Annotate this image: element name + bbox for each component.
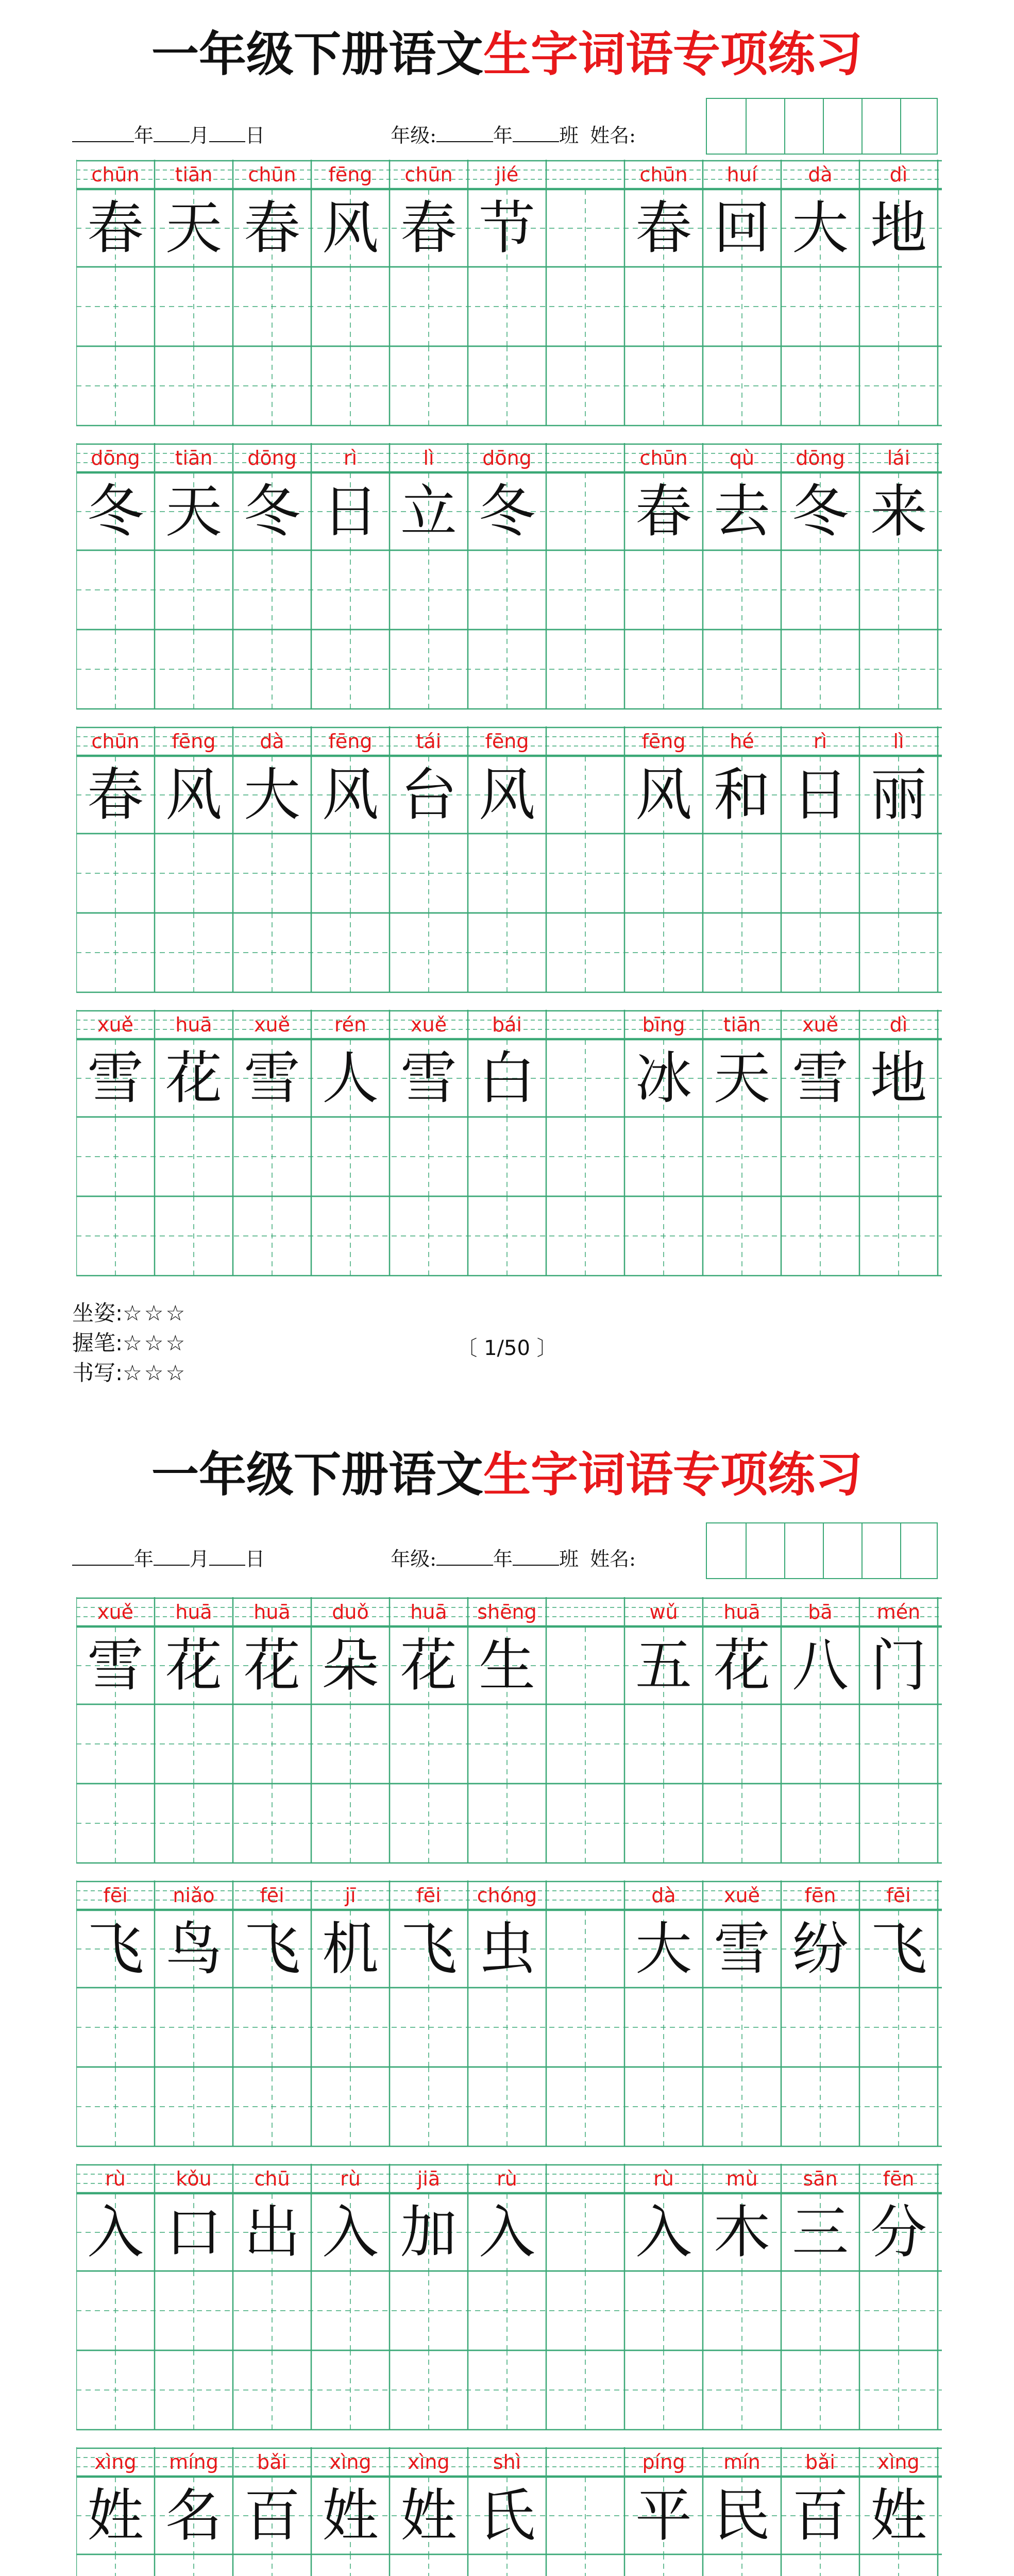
practice-block [76, 160, 942, 433]
pinyin-row [76, 2164, 942, 2194]
pinyin-row [76, 1597, 942, 1627]
pinyin-row [76, 160, 942, 190]
pinyin: dōng [91, 447, 140, 469]
pinyin: lì [423, 447, 434, 469]
hanzi: 姓 [870, 2483, 927, 2549]
hanzi: 雪 [792, 1045, 849, 1111]
pinyin [546, 1880, 624, 1910]
hanzi: 春 [87, 195, 144, 261]
hanzi: 风 [165, 762, 222, 828]
hanzi: 氏 [479, 2483, 535, 2549]
hanzi: 飞 [870, 1916, 927, 1982]
pinyin: dì [889, 1013, 908, 1036]
class-blank[interactable] [513, 124, 559, 142]
pinyin: míng [169, 2451, 218, 2473]
class-blank[interactable] [513, 1547, 559, 1566]
hanzi [546, 1627, 624, 1704]
hanzi: 冬 [244, 479, 300, 545]
pinyin: rù [653, 2167, 674, 2190]
pinyin: fēn [883, 2167, 915, 2190]
hanzi: 雪 [87, 1045, 144, 1111]
page-number: 〔 1/50 〕 [457, 1336, 557, 1360]
pinyin: chūn [248, 163, 296, 186]
hanzi: 五 [635, 1633, 692, 1699]
pinyin: xuě [724, 1884, 760, 1907]
pinyin: chóng [477, 1884, 537, 1907]
hanzi: 三 [792, 2199, 849, 2265]
hanzi: 风 [322, 195, 379, 261]
hanzi: 雪 [400, 1045, 457, 1111]
pinyin: fēng [328, 163, 373, 186]
pinyin: rù [105, 2167, 126, 2190]
hanzi: 花 [400, 1633, 457, 1699]
hanzi: 鸟 [165, 1916, 222, 1982]
hanzi: 大 [244, 762, 300, 828]
hanzi: 日 [792, 762, 849, 828]
practice-block [76, 443, 942, 716]
hanzi: 节 [479, 195, 535, 261]
hanzi: 分 [870, 2199, 927, 2265]
student-info-line: 年 月 日 年级: 年 班 姓名: [72, 1543, 636, 1571]
pinyin: fēi [886, 1884, 911, 1907]
hanzi: 姓 [322, 2483, 379, 2549]
pinyin: fēng [172, 730, 216, 753]
pinyin-row [76, 726, 942, 756]
pinyin: duǒ [332, 1601, 369, 1623]
grade-blank[interactable] [436, 1547, 493, 1566]
hanzi: 名 [165, 2483, 222, 2549]
hanzi: 来 [870, 479, 927, 545]
pinyin: chūn [404, 163, 453, 186]
pinyin: tiān [175, 163, 213, 186]
hanzi: 冬 [479, 479, 535, 545]
hanzi: 花 [244, 1633, 300, 1699]
pinyin: chū [254, 2167, 290, 2190]
character-row [76, 1040, 942, 1117]
pinyin: mín [723, 2451, 760, 2473]
hanzi: 大 [792, 195, 849, 261]
sit-stars[interactable]: ☆☆☆ [123, 1300, 188, 1326]
pinyin: chūn [639, 163, 688, 186]
pinyin: xuě [802, 1013, 838, 1036]
hanzi: 春 [635, 195, 692, 261]
character-row [76, 2194, 942, 2271]
pinyin: jī [345, 1884, 356, 1907]
hanzi: 生 [479, 1633, 535, 1699]
hanzi: 白 [479, 1045, 535, 1111]
pinyin [546, 1010, 624, 1040]
hanzi [546, 473, 624, 550]
pinyin: huā [723, 1601, 760, 1623]
page-title: 一年级下册语文生字词语专项练习 [151, 1447, 863, 1502]
practice-block [76, 2447, 942, 2576]
hanzi: 花 [165, 1045, 222, 1111]
hanzi: 冰 [635, 1045, 692, 1111]
pinyin [546, 2447, 624, 2477]
hanzi: 春 [635, 479, 692, 545]
pinyin: dōng [482, 447, 532, 469]
hanzi: 花 [714, 1633, 770, 1699]
pinyin: rì [343, 447, 358, 469]
pinyin: huā [254, 1601, 291, 1623]
hanzi: 人 [322, 1045, 379, 1111]
hanzi: 台 [400, 762, 457, 828]
pinyin [546, 2164, 624, 2194]
hanzi: 出 [244, 2199, 300, 2265]
hanzi: 和 [714, 762, 770, 828]
hanzi: 立 [400, 479, 457, 545]
pinyin: kǒu [176, 2167, 212, 2190]
hanzi: 雪 [714, 1916, 770, 1982]
pinyin: xuě [97, 1601, 133, 1623]
pinyin: rén [334, 1013, 367, 1036]
pinyin: xìng [408, 2451, 450, 2473]
hanzi: 八 [792, 1633, 849, 1699]
pinyin: dōng [247, 447, 297, 469]
character-row [76, 756, 942, 834]
pinyin: huí [726, 163, 757, 186]
pinyin: huā [175, 1601, 212, 1623]
pinyin: wǔ [649, 1601, 678, 1623]
hanzi: 飞 [400, 1916, 457, 1982]
pinyin: huā [410, 1601, 447, 1623]
hanzi: 平 [635, 2483, 692, 2549]
hanzi [546, 756, 624, 834]
pinyin: lì [893, 730, 904, 753]
hanzi: 春 [244, 195, 300, 261]
practice-block [76, 1880, 942, 2154]
character-row [76, 2477, 942, 2554]
hanzi: 朵 [322, 1633, 379, 1699]
hanzi: 雪 [87, 1633, 144, 1699]
pinyin: dà [260, 730, 284, 753]
pinyin-row [76, 1880, 942, 1910]
hanzi: 丽 [870, 762, 927, 828]
pinyin: dōng [796, 447, 845, 469]
hanzi: 天 [165, 479, 222, 545]
hanzi: 日 [322, 479, 379, 545]
hanzi: 纷 [792, 1916, 849, 1982]
hanzi: 风 [322, 762, 379, 828]
month-blank[interactable] [154, 1547, 190, 1566]
hanzi [546, 1040, 624, 1117]
page-title: 一年级下册语文生字词语专项练习 [151, 27, 863, 82]
pinyin: rù [497, 2167, 517, 2190]
pinyin: jiā [417, 2167, 441, 2190]
grade-blank[interactable] [436, 124, 493, 142]
pinyin: shì [493, 2451, 521, 2473]
hanzi: 去 [714, 479, 770, 545]
pinyin: fēi [260, 1884, 284, 1907]
hanzi [546, 190, 624, 267]
hold-stars[interactable]: ☆☆☆ [123, 1330, 188, 1355]
pinyin: huā [175, 1013, 212, 1036]
hanzi [546, 2477, 624, 2554]
hanzi: 加 [400, 2199, 457, 2265]
hanzi [546, 1910, 624, 1988]
hanzi: 回 [714, 195, 770, 261]
hanzi: 花 [165, 1633, 222, 1699]
pinyin: rì [813, 730, 827, 753]
hanzi: 入 [635, 2199, 692, 2265]
practice-block [76, 2164, 942, 2437]
pinyin [546, 443, 624, 473]
pinyin: qù [729, 447, 755, 469]
pinyin: mén [876, 1601, 921, 1623]
character-row [76, 1910, 942, 1988]
day-blank[interactable] [209, 124, 245, 142]
hanzi: 百 [244, 2483, 300, 2549]
pinyin: niǎo [173, 1884, 215, 1907]
hanzi: 入 [322, 2199, 379, 2265]
pinyin: xuě [254, 1013, 290, 1036]
pinyin: xuě [411, 1013, 447, 1036]
pinyin: dì [889, 163, 908, 186]
pinyin: shēng [477, 1601, 537, 1623]
pinyin: tiān [175, 447, 213, 469]
hanzi: 入 [87, 2199, 144, 2265]
hanzi: 春 [400, 195, 457, 261]
pinyin: píng [642, 2451, 685, 2473]
name-writing-box[interactable] [706, 98, 938, 155]
practice-block [76, 726, 942, 999]
hanzi: 天 [165, 195, 222, 261]
pinyin: xìng [94, 2451, 137, 2473]
pinyin [546, 726, 624, 756]
student-info-line: 年 月 日 年级: 年 班 姓名: [72, 120, 636, 148]
practice-block [76, 1597, 942, 1870]
pinyin: dà [808, 163, 833, 186]
month-blank[interactable] [154, 124, 190, 142]
hanzi [546, 2194, 624, 2271]
hanzi: 民 [714, 2483, 770, 2549]
pinyin: xìng [329, 2451, 371, 2473]
pinyin: bā [808, 1601, 833, 1623]
hanzi: 风 [479, 762, 535, 828]
pinyin: fēng [328, 730, 373, 753]
pinyin: mù [726, 2167, 758, 2190]
practice-block [76, 1010, 942, 1283]
pinyin: tái [416, 730, 442, 753]
year-blank[interactable] [72, 1547, 134, 1566]
character-row [76, 1627, 942, 1704]
pinyin: tiān [723, 1013, 761, 1036]
pinyin-row [76, 443, 942, 473]
write-stars[interactable]: ☆☆☆ [123, 1360, 188, 1385]
pinyin: chūn [91, 730, 140, 753]
evaluation: 坐姿:☆☆☆ 握笔:☆☆☆ 书写:☆☆☆ [72, 1300, 188, 1385]
pinyin: fēng [485, 730, 529, 753]
day-blank[interactable] [209, 1547, 245, 1566]
pinyin [546, 160, 624, 190]
hanzi: 风 [635, 762, 692, 828]
pinyin: bǎi [257, 2451, 287, 2473]
hanzi: 天 [714, 1045, 770, 1111]
pinyin: fēi [103, 1884, 128, 1907]
hanzi: 姓 [400, 2483, 457, 2549]
hanzi: 冬 [87, 479, 144, 545]
hanzi: 春 [87, 762, 144, 828]
pinyin-row [76, 2447, 942, 2477]
pinyin: chūn [639, 447, 688, 469]
character-row [76, 190, 942, 267]
hanzi: 口 [165, 2199, 222, 2265]
character-row [76, 473, 942, 550]
hanzi: 姓 [87, 2483, 144, 2549]
pinyin: rù [340, 2167, 361, 2190]
pinyin: xìng [877, 2451, 920, 2473]
pinyin: sān [803, 2167, 838, 2190]
hanzi: 地 [870, 1045, 927, 1111]
pinyin: hé [730, 730, 754, 753]
pinyin: jié [495, 163, 519, 186]
pinyin: fēi [416, 1884, 441, 1907]
year-blank[interactable] [72, 124, 134, 142]
pinyin: dà [651, 1884, 676, 1907]
pinyin: bīng [642, 1013, 685, 1036]
hanzi: 大 [635, 1916, 692, 1982]
hanzi: 百 [792, 2483, 849, 2549]
hanzi: 冬 [792, 479, 849, 545]
pinyin: fēn [804, 1884, 836, 1907]
pinyin: xuě [97, 1013, 133, 1036]
hanzi: 飞 [244, 1916, 300, 1982]
hanzi: 虫 [479, 1916, 535, 1982]
pinyin: bǎi [805, 2451, 835, 2473]
pinyin [546, 1597, 624, 1627]
worksheet-page-2 [0, 1435, 1014, 2576]
pinyin: lái [887, 447, 910, 469]
hanzi: 地 [870, 195, 927, 261]
hanzi: 雪 [244, 1045, 300, 1111]
hanzi: 机 [322, 1916, 379, 1982]
name-writing-box[interactable] [706, 1522, 938, 1579]
pinyin: bái [492, 1013, 522, 1036]
pinyin-row [76, 1010, 942, 1040]
hanzi: 门 [870, 1633, 927, 1699]
hanzi: 木 [714, 2199, 770, 2265]
pinyin: fēng [641, 730, 686, 753]
pinyin: chūn [91, 163, 140, 186]
hanzi: 入 [479, 2199, 535, 2265]
hanzi: 飞 [87, 1916, 144, 1982]
